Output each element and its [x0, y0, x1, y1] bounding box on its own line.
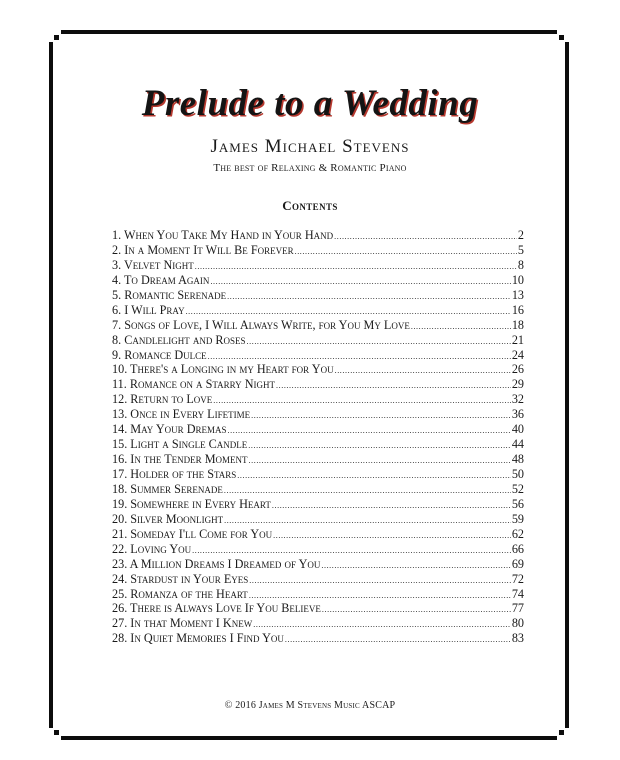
book-subtitle: The best of Relaxing & Romantic Piano: [213, 162, 407, 174]
toc-entry-title: 16. In the Tender Moment: [112, 452, 248, 467]
corner-ornament: [557, 30, 569, 42]
dot-leader: [213, 394, 511, 407]
toc-entry-title: 22. Loving You: [112, 541, 192, 556]
toc-entry-page: 52: [511, 481, 524, 496]
dot-leader: [272, 499, 511, 512]
toc-entry: [112, 467, 524, 482]
toc-entry-title: 1. When You Take My Hand in Your Hand: [112, 228, 334, 242]
toc-entry-page: 26: [511, 362, 524, 377]
toc-entry-page: 69: [511, 556, 524, 571]
toc-entry: [112, 452, 524, 467]
toc-entry: [112, 422, 524, 437]
toc-entry: [112, 527, 524, 542]
toc-entry: [112, 437, 524, 452]
corner-ornament: [49, 728, 61, 740]
toc-entry-title: 11. Romance on a Starry Night: [112, 377, 276, 392]
toc-entry-page: 16: [511, 302, 524, 317]
toc-entry: [112, 303, 524, 318]
toc-entry-page: 74: [511, 586, 524, 601]
toc-entry: [112, 273, 524, 288]
toc-entry-page: 18: [511, 317, 524, 332]
toc-entry-title: 21. Someday I'll Come for You: [112, 526, 273, 541]
toc-entry-title: 2. In a Moment It Will Be Forever: [112, 242, 294, 257]
toc-entry: [112, 377, 524, 392]
dot-leader: [208, 350, 511, 363]
toc-entry-title: 28. In Quiet Memories I Find You: [112, 631, 284, 646]
book-title: Prelude to a Wedding: [141, 83, 479, 124]
toc-entry-title: 19. Somewhere in Every Heart: [112, 496, 271, 511]
toc-entry-page: 66: [511, 541, 524, 556]
dot-leader: [335, 364, 511, 377]
dot-leader: [192, 544, 511, 557]
toc-entry: [112, 243, 524, 258]
dot-leader: [195, 260, 517, 273]
dot-leader: [224, 514, 511, 527]
toc-entry-page: 72: [511, 571, 524, 586]
toc-entry: [112, 288, 524, 303]
toc-entry-page: 8: [517, 257, 524, 272]
dot-leader: [224, 484, 511, 497]
dot-leader: [285, 633, 511, 646]
toc-entry-title: 24. Stardust in Your Eyes: [112, 571, 249, 586]
toc-entry-page: 2: [517, 228, 524, 242]
dot-leader: [295, 245, 517, 258]
toc-entry-page: 36: [511, 407, 524, 422]
toc-entry: [112, 572, 524, 587]
toc-entry-page: 80: [511, 616, 524, 631]
toc-entry-title: 9. Romance Dulce: [112, 347, 207, 362]
toc-entry-page: 40: [511, 422, 524, 437]
toc-entry-title: 6. I Will Pray: [112, 302, 185, 317]
toc-entry: [112, 348, 524, 363]
toc-entry-title: 18. Summer Serenade: [112, 481, 223, 496]
dot-leader: [411, 320, 511, 333]
toc-entry-title: 20. Silver Moonlight: [112, 511, 224, 526]
toc-entry: [112, 362, 524, 377]
dot-leader: [249, 454, 511, 467]
author-name: James Michael Stevens: [210, 136, 410, 157]
toc-entry-title: 26. There is Always Love If You Believe: [112, 601, 321, 616]
toc-entry: [112, 407, 524, 422]
toc-entry: [112, 616, 524, 631]
toc-entry: [112, 392, 524, 407]
toc-entry-page: 44: [511, 437, 524, 452]
toc-entry-page: 32: [511, 392, 524, 407]
toc-entry-page: 50: [511, 467, 524, 481]
table-of-contents: [112, 228, 524, 646]
dot-leader: [248, 439, 511, 452]
toc-entry: [112, 512, 524, 527]
toc-entry-page: 56: [511, 496, 524, 511]
toc-entry-title: 14. May Your Dremas: [112, 422, 227, 437]
toc-entry-page: 77: [511, 601, 524, 616]
dot-leader: [276, 379, 511, 392]
toc-entry-title: 7. Songs of Love, I Will Always Write, for You My Love: [112, 317, 410, 332]
toc-entry-title: 8. Candlelight and Roses: [112, 332, 246, 347]
toc-entry: [112, 557, 524, 572]
dot-leader: [237, 469, 511, 482]
dot-leader: [249, 574, 511, 587]
dot-leader: [210, 275, 510, 288]
toc-entry-page: 13: [511, 287, 524, 302]
toc-entry: [112, 318, 524, 333]
dot-leader: [321, 559, 510, 572]
toc-entry-title: 4. To Dream Again: [112, 272, 210, 287]
toc-entry: [112, 482, 524, 497]
toc-entry: [112, 542, 524, 557]
dot-leader: [186, 305, 511, 318]
toc-entry-title: 17. Holder of the Stars: [112, 467, 237, 481]
toc-entry-page: 24: [511, 347, 524, 362]
toc-entry: [112, 631, 524, 646]
toc-entry-title: 27. In that Moment I Knew: [112, 616, 253, 631]
toc-entry: [112, 228, 524, 243]
contents-heading: Contents: [282, 198, 338, 213]
toc-entry-title: 13. Once in Every Lifetime: [112, 407, 251, 422]
corner-ornament: [49, 30, 61, 42]
dot-leader: [334, 230, 517, 243]
toc-entry-title: 10. There's a Longing in my Heart for You: [112, 362, 334, 377]
toc-entry-page: 62: [511, 526, 524, 541]
dot-leader: [253, 618, 511, 631]
toc-entry-title: 3. Velvet Night: [112, 257, 194, 272]
toc-entry-page: 10: [511, 272, 524, 287]
corner-ornament: [557, 728, 569, 740]
toc-entry: [112, 497, 524, 512]
toc-entry-page: 29: [511, 377, 524, 392]
toc-entry: [112, 587, 524, 602]
toc-entry: [112, 333, 524, 348]
dot-leader: [251, 409, 511, 422]
toc-entry-title: 12. Return to Love: [112, 392, 213, 407]
toc-entry-page: 5: [517, 242, 524, 257]
dot-leader: [273, 529, 511, 542]
dot-leader: [322, 603, 511, 616]
dot-leader: [227, 290, 511, 303]
toc-entry-page: 83: [511, 631, 524, 646]
toc-entry-page: 21: [511, 332, 524, 347]
toc-entry: [112, 258, 524, 273]
toc-entry: [112, 601, 524, 616]
copyright-footer: © 2016 James M Stevens Music ASCAP: [224, 700, 396, 711]
toc-entry-page: 48: [511, 452, 524, 467]
dot-leader: [228, 424, 511, 437]
toc-entry-title: 25. Romanza of the Heart: [112, 586, 248, 601]
toc-entry-page: 59: [511, 511, 524, 526]
toc-entry-title: 23. A Million Dreams I Dreamed of You: [112, 556, 321, 571]
toc-entry-title: 15. Light a Single Candle: [112, 437, 248, 452]
toc-entry-title: 5. Romantic Serenade: [112, 287, 227, 302]
dot-leader: [247, 335, 511, 348]
dot-leader: [249, 589, 511, 602]
